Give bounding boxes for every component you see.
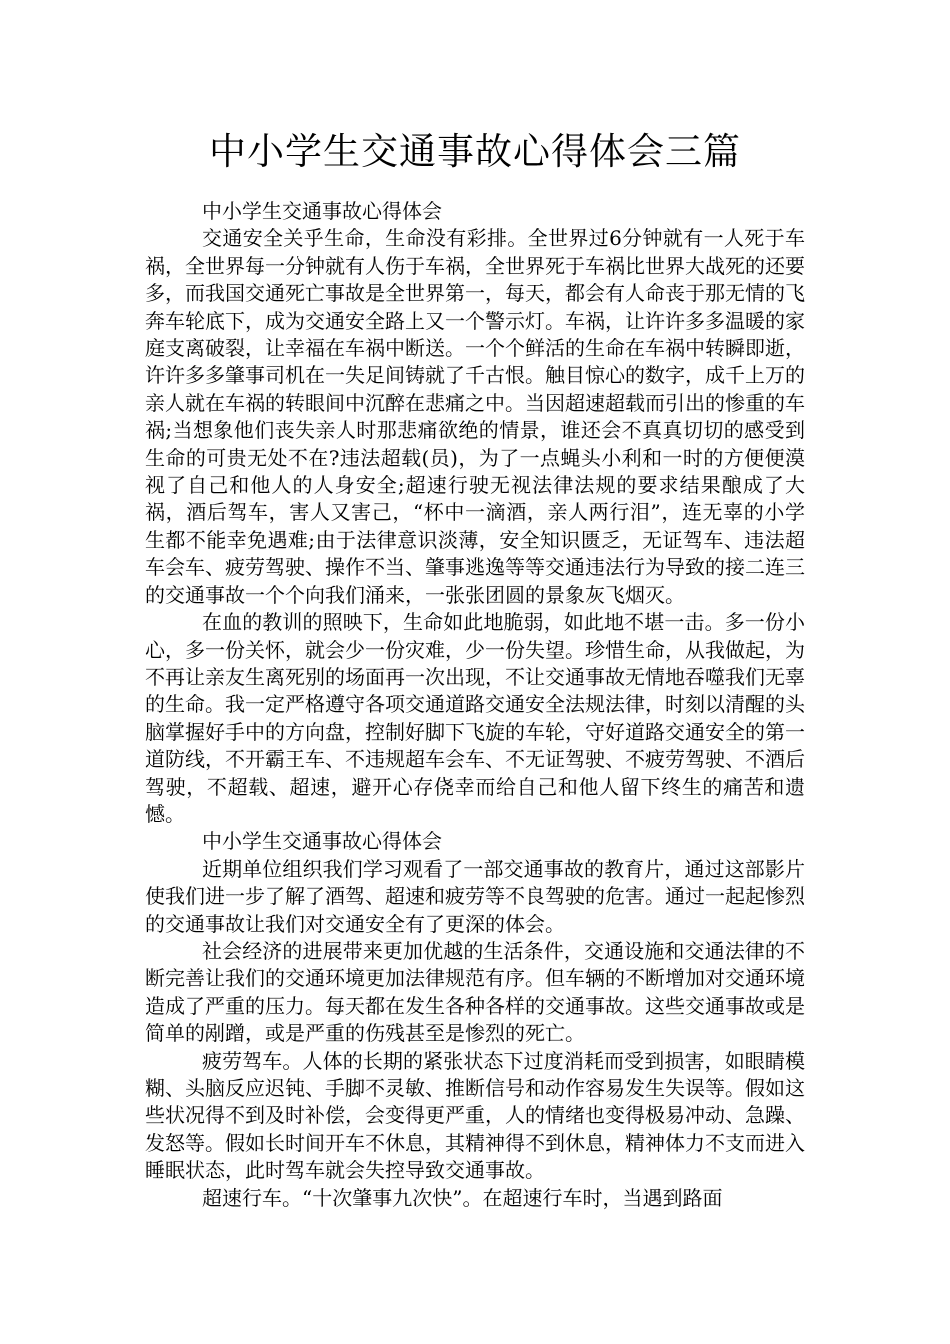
paragraph-3: 近期单位组织我们学习观看了一部交通事故的教育片，通过这部影片使我们进一步了解了酒驾、超速和疲劳等不良驾驶的危害。通过一起起惨烈的交通事故让我们对交通安全有了更深的体会。	[145, 856, 805, 936]
paragraph-1: 交通安全关乎生命，生命没有彩排。全世界过6分钟就有一人死于车祸，全世界每一分钟就有人伤于车祸，全世界死于车祸比世界大战死的还要多，而我国交通死亡事故是全世界第一，每天，都会有人命丧于那无情的飞奔车轮底下，成为交通安全路上又一个警示灯。车祸，让许许多多温暖的家庭支离破裂，让幸福在车祸中断送。一个个鲜活的生命在车祸中转瞬即逝，许许多多肇事司机在一失足间铸就了千古恨。触目惊心的数字，成千上万的亲人就在车祸的转眼间中沉醉在悲痛之中。当因超速超载而引出的惨重的车祸;当想象他们丧失亲人时那悲痛欲绝的情景，谁还会不真真切切的感受到生命的可贵无处不在?违法超载(员)，为了一点蝇头小利和一时的方便便漠视了自己和他人的人身安全;超速行驶无视法律法规的要求结果酿成了大祸，酒后驾车，害人又害己，“杯中一滴酒，亲人两行泪”，连无辜的小学生都不能幸免遇难;由于法律意识淡薄，安全知识匮乏，无证驾车、违法超车会车、疲劳驾驶、操作不当、肇事逃逸等等交通违法行为导致的接二连三的交通事故一个个向我们涌来，一张张团圆的景象灰飞烟灭。	[145, 226, 805, 607]
paragraph-4: 社会经济的进展带来更加优越的生活条件，交通设施和交通法律的不断完善让我们的交通环境更加法律规范有序。但车辆的不断增加对交通环境造成了严重的压力。每天都在发生各种各样的交通事故。这些交通事故或是简单的剐蹭，或是严重的伤残甚至是惨烈的死亡。	[145, 938, 805, 1046]
document-page	[145, 128, 805, 1212]
document-title: 中小学生交通事故心得体会三篇	[209, 130, 741, 173]
paragraph-6: 超速行车。“十次肇事九次快”。在超速行车时，当遇到路面	[202, 1185, 723, 1210]
section-heading-2: 中小学生交通事故心得体会	[202, 829, 442, 854]
paragraph-5: 疲劳驾车。人体的长期的紧张状态下过度消耗而受到损害，如眼睛模糊、头脑反应迟钝、手脚不灵敏、推断信号和动作容易发生失误等。假如这些状况得不到及时补偿，会变得更严重，人的情绪也变得极易冲动、急躁、发怒等。假如长时间开车不休息，其精神得不到休息，精神体力不支而进入睡眠状态，此时驾车就会失控导致交通事故。	[145, 1048, 805, 1183]
section-heading-1: 中小学生交通事故心得体会	[202, 199, 442, 223]
paragraph-2: 在血的教训的照映下，生命如此地脆弱，如此地不堪一击。多一份小心，多一份关怀，就会少一份灾难，少一份失望。珍惜生命，从我做起，为不再让亲友生离死别的场面再一次出现，不让交通事故无情地吞噬我们无辜的生命。我一定严格遵守各项交通道路交通安全法规法律，时刻以清醒的头脑掌握好手中的方向盘，控制好脚下飞旋的车轮，守好道路交通安全的第一道防线，不开霸王车、不违规超车会车、不无证驾驶、不疲劳驾驶、不酒后驾驶，不超载、超速，避开心存侥幸而给自己和他人留下终生的痛苦和遗憾。	[145, 610, 805, 826]
document-body	[145, 198, 805, 1212]
